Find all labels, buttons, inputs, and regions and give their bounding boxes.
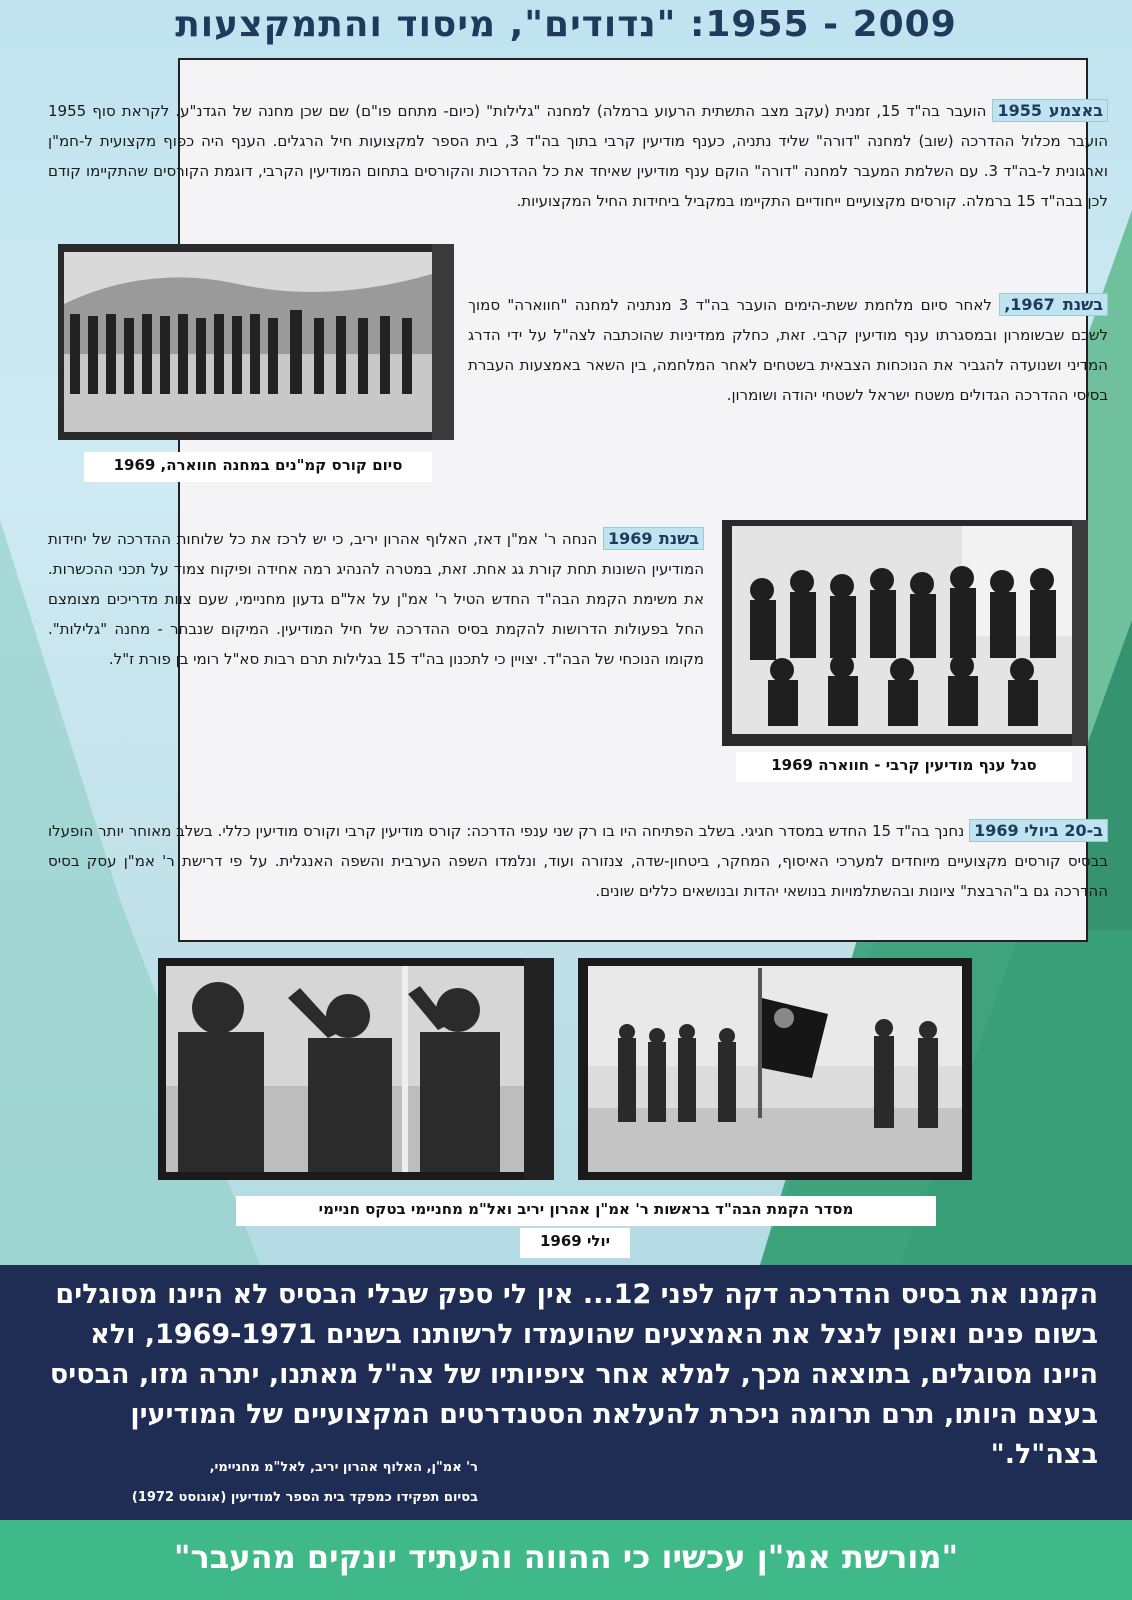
photo-flag-ceremony-image [578,958,972,1180]
slogan-band [0,1520,1132,1600]
year-label-1955: באצמע 1955 [992,99,1108,122]
page-title: 2009 - 1955: "נדודים", מיסוד והתמקצעות [175,4,957,45]
section-1969 [48,524,704,674]
photo-course-graduation [58,244,454,440]
photo-staff-1969 [722,520,1088,746]
caption-photo-3-4-line-1: מסדר הקמת הבה"ד בראשות ר' אמ"ן אהרון יריב ואל"מ מחניימי בטקס חניימי [236,1196,936,1226]
quote-attribution-line-2: בסיום תפקידו כמפקד בית הספר למודיעין (אוגוסט 1972) [131,1490,478,1505]
year-label-1969: בשנת 1969 [603,527,704,550]
photo-salute-image [158,958,554,1180]
section-1969-text: הנחה ר' אמ"ן דאז, האלוף אהרון יריב, כי יש לרכז את כל שלוחות ההדרכה של יחידות המודיעין השונות תחת קורת גג אחת. זאת, במטרה להנהיג רמה אחידה ופיקוח צמוד על תכני ההכשרות. את משימת הקמת הבה"ד החדש הטיל ר' אמ"ן על אל"ם גדעון מחניימי, שעם צוות מדריכים מצומצם החל בפעולות הדרושות להקמת בסיס ההדרכה של חיל המודיעין. המיקום שנבחר - מחנה "גלילות". מקומו הנוכחי של הבה"ד. יצויין כי לתכנון בה"ד 15 בגלילות תרם רבות סא"ל רומי בן פורת ז"ל. [48,530,704,668]
caption-photo-2: סגל ענף מודיעין קרבי - חווארה 1969 [736,752,1072,782]
slogan-text: "מורשת אמ"ן עכשיו כי ההווה והעתיד יונקים מהעבר" [173,1538,959,1576]
section-1967-text: לאחר סיום מלחמת ששת-הימים הועבר בה"ד 3 מנתניה למחנה "חווארה" סמוך לשכם שבשומרון ובמסגרתו ענף מודיעין קרבי. זאת, כחלק ממדיניות שהוכתבה לצה"ל על ידי הדרג המדיני ושנועדה להגביר את הנוכחות הצבאית בשטחים לאחר המלחמה, בין השאר באמצעות העברת בסיסי ההדרכה הגדולים משטח ישראל לשטחי יהודה ושומרון. [468,296,1108,404]
quote-attribution-line-1: ר' אמ"ן, האלוף אהרון יריב, לאל"מ מחניימי, [209,1460,478,1475]
caption-photo-1: סיום קורס קמ"נים במחנה חווארה, 1969 [84,452,432,482]
section-1955 [48,96,1108,216]
photo-flag-ceremony [578,958,972,1180]
section-july-1969-text: נחנך בה"ד 15 החדש במסדר חגיגי. בשלב הפתיחה היו בו רק שני ענפי הדרכה: קורס מודיעין קרבי וקורס מודיעין כללי. בשלב מאוחר יותר הופעלו בבסיס קורסים מקצועיים מיוחדים למערכי האיסוף, המחקר, ביטחון-שדה, צנזורה ועוד, ונלמדו השפה הערבית והשפה האנגלית. על פי דרישת ר' אמ"ן עסק בסיס ההדרכה גם ב"הרבצת" ציונות ובהשתלמויות בנושאי יהדות ובנושאים כללים שונים. [48,822,1108,900]
caption-photo-3-4-line-2: יולי 1969 [520,1228,630,1258]
quote-box [0,1265,1132,1520]
section-july-1969 [48,816,1108,906]
year-label-1967: בשנת 1967, [999,293,1108,316]
section-1967 [468,290,1108,410]
quote-text: הקמנו את בסיס ההדרכה דקה לפני 12... אין לי ספק שבלי הבסיס לא היינו מסוגלים בשום פנים ואופן לנצל את האמצעים שהועמדו לרשותנו בשנים 1969-1971, ולא היינו מסוגלים, בתוצאה מכך, למלא אחר ציפיותיו של צה"ל מאתנו, יתרה מזו, הבסיס בעצם היותו, תרם תרומה ניכרת להעלאת הסטנדרטים המקצועיים של המודיעין בצה"ל." [49,1279,1098,1470]
photo-course-graduation-image [58,244,454,440]
year-label-july-1969: ב-20 ביולי 1969 [969,819,1108,842]
section-1955-text: הועבר בה"ד 15, זמנית (עקב מצב התשתית הרעוע ברמלה) למחנה "גלילות" (כיום- מתחם פו"ם) שם שכן מחנה של הגדנ"ע. לקראת סוף 1955 הועבר מכלול ההדרכה (שוב) למחנה "דורה" שליד נתניה, כענף מודיעין קרבי בתוך בה"ד 3, בית הספר למקצועות חיל הרגלים. הענף היה כפוף מקצועית ל-חמ"ן וארגונית ל-בה"ד 3. עם השלמת המעבר למחנה "דורה" הוקם ענף מודיעין שאיחד את כל ההדרכות והקורסים בתחום המודיעין הקרבי, דוגמת הקורסים שהתקיימו קודם לכן בבה"ד 15 ברמלה. קורסים מקצועיים ייחודיים התקיימו במקביל ביחידות החיל המקצועיות. [48,102,1108,210]
photo-salute [158,958,554,1180]
photo-staff-1969-image [722,520,1088,746]
